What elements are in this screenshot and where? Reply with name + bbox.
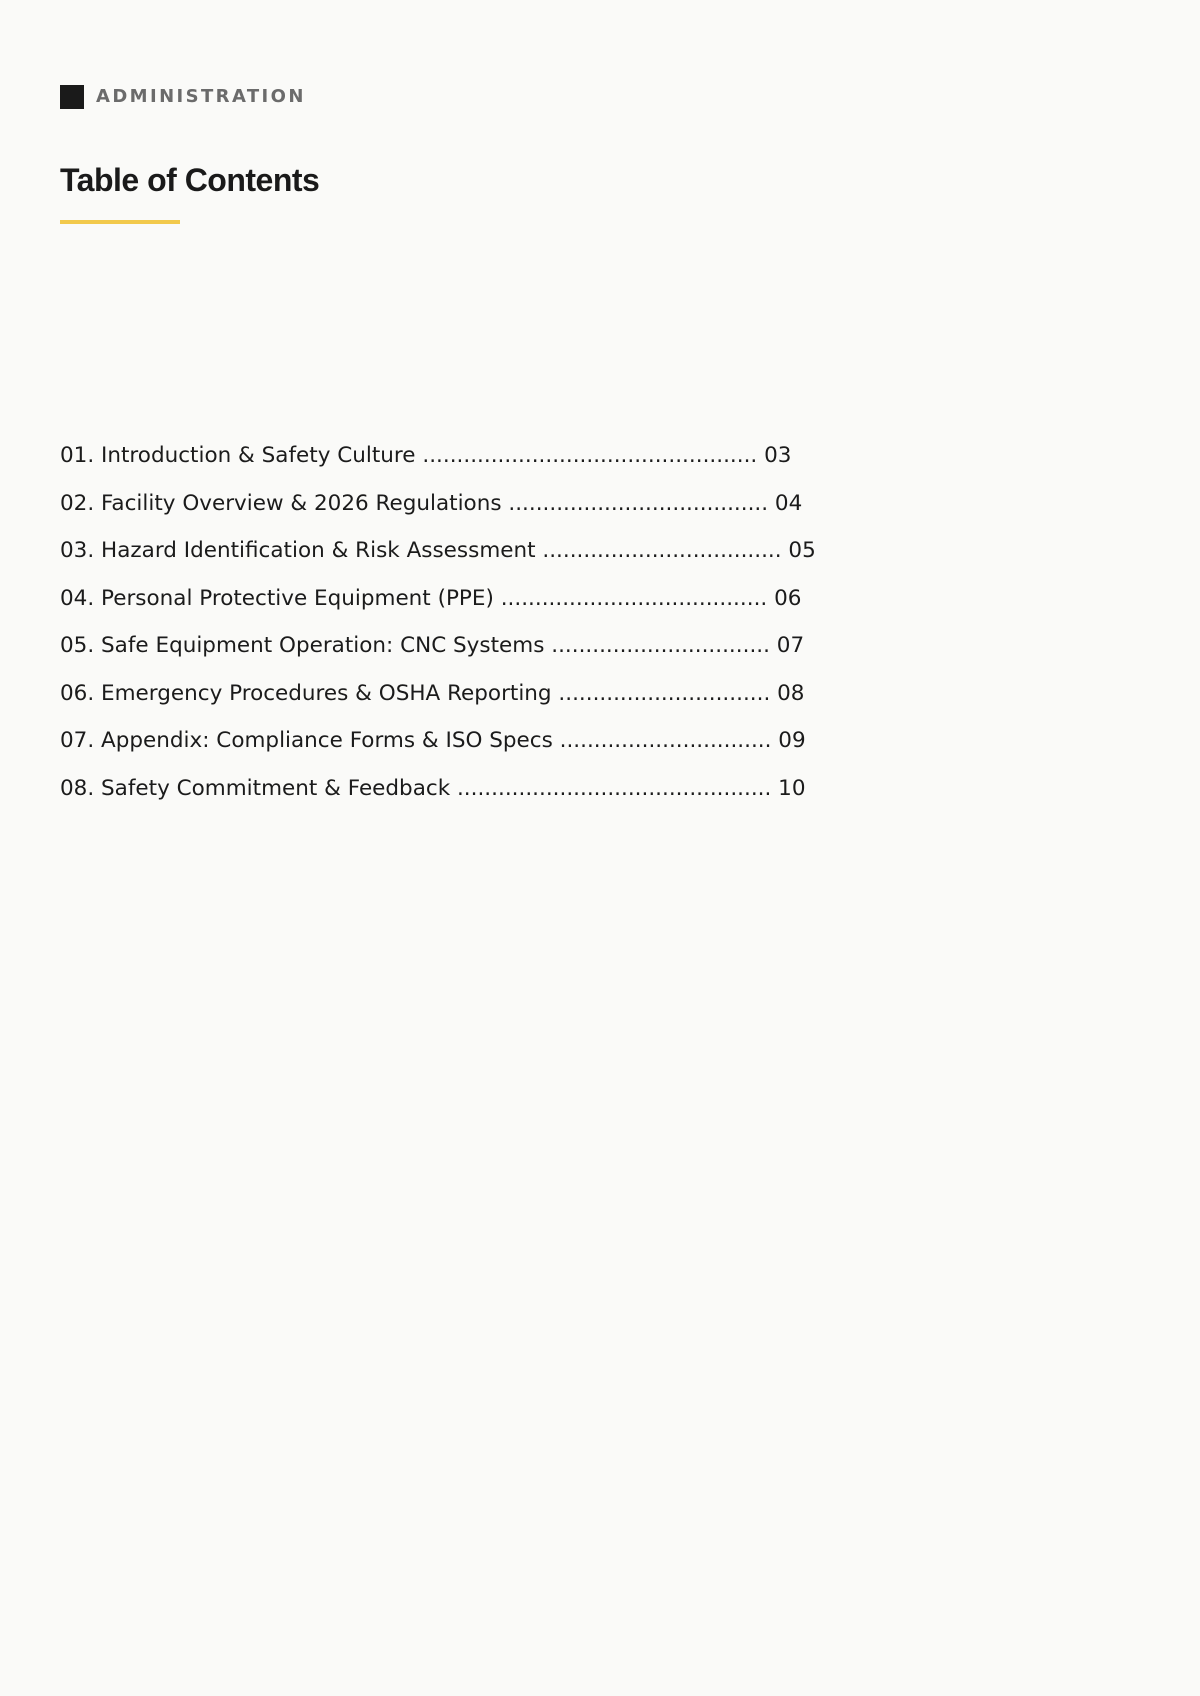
- section-label-text: ADMINISTRATION: [96, 86, 306, 107]
- toc-item: 08. Safety Commitment & Feedback .............................................. 10: [60, 775, 806, 801]
- toc-item: 04. Personal Protective Equipment (PPE) ....................................... 06: [60, 585, 802, 611]
- toc-item: 03. Hazard Identification & Risk Assessment ................................... 05: [60, 538, 816, 563]
- section-square-icon: [60, 85, 84, 109]
- toc-item: 05. Safe Equipment Operation: CNC Systems ................................ 07: [60, 633, 805, 658]
- table-of-contents: [60, 432, 820, 812]
- toc-item: 02. Facility Overview & 2026 Regulations ...................................... 04: [60, 490, 803, 516]
- toc-item: 01. Introduction & Safety Culture ................................................. 03: [60, 443, 792, 468]
- toc-item: 07. Appendix: Compliance Forms & ISO Specs ............................... 09: [60, 728, 806, 753]
- title-underline: [60, 220, 180, 224]
- toc-item: 06. Emergency Procedures & OSHA Reporting ............................... 08: [60, 680, 805, 706]
- page-title: Table of Contents: [60, 162, 320, 198]
- section-label: [60, 85, 306, 109]
